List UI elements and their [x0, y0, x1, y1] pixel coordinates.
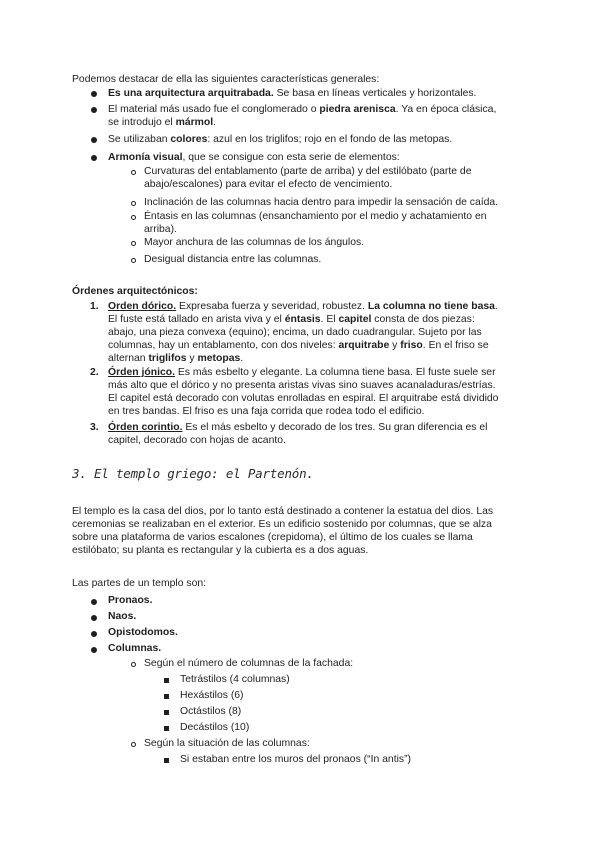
circle-bullet-icon	[131, 662, 136, 667]
corinthian-line-1: Órden corintio. Es el más esbelto y decorado de los tres. Su gran diferencia es el	[108, 422, 488, 433]
square-bullet-icon	[164, 726, 169, 731]
harmony-5: Desigual distancia entre las columnas.	[144, 254, 322, 265]
orders-heading: Órdenes arquitectónicos:	[72, 286, 198, 297]
doric-line-5: alternan triglifos y metopas.	[108, 353, 244, 364]
doric-line-2: El fuste está tallado en arista viva y el éntasis. El capitel consta de dos piezas:	[108, 314, 475, 325]
bullet-icon	[91, 137, 97, 143]
bullet-icon	[91, 615, 97, 621]
harmony-1-line2: abajo/escalones) para evitar el efecto de vencimiento.	[144, 179, 393, 190]
temple-paragraph-line-3: sobre una plataforma de varios escalones (crepidoma), el último de los cuales se llama	[72, 532, 473, 543]
part-item: Columnas.	[108, 643, 162, 654]
bullet-icon	[91, 599, 97, 605]
feature-2: El material más usado fue el conglomerado o piedra arenisca. Ya en época clásica,	[108, 104, 497, 115]
doric-line-3: abajo, una pieza convexa (equino); encima, un dado cuadrangular. Sujeto por las	[108, 327, 482, 338]
harmony-3: Éntasis en las columnas (ensanchamiento por el medio y achatamiento en	[144, 211, 487, 222]
ionic-line-1: Órden jónico. Es más esbelto y elegante. La columna tiene basa. El fuste suele ser	[108, 367, 496, 378]
column-position: Si estaban entre los muros del pronaos (“In antis”)	[180, 754, 412, 765]
harmony-1: Curvaturas del entablamento (parte de arriba) y del estilóbato (parte de	[144, 166, 472, 177]
columns-by-number: Según el número de columnas de la fachada:	[144, 658, 354, 669]
circle-bullet-icon	[131, 241, 136, 246]
circle-bullet-icon	[131, 170, 136, 175]
circle-bullet-icon	[131, 201, 136, 206]
square-bullet-icon	[164, 710, 169, 715]
column-type: Hexástilos (6)	[180, 690, 244, 701]
square-bullet-icon	[164, 694, 169, 699]
temple-paragraph-line-1: El templo es la casa del dios, por lo tanto está destinado a contener la estatua del dios. Las	[72, 506, 494, 517]
bullet-icon	[91, 155, 97, 161]
part-item: Opistodomos.	[108, 627, 178, 638]
column-type: Octástilos (8)	[180, 706, 242, 717]
feature-1: Es una arquitectura arquitrabada. Se basa en líneas verticales y horizontales.	[108, 88, 477, 99]
bullet-icon	[91, 631, 97, 637]
parts-intro: Las partes de un templo son:	[72, 578, 207, 589]
ionic-line-4: en tres bandas. El friso es una faja corrida que rodea todo el edificio.	[108, 406, 425, 417]
list-number: 1.	[90, 301, 99, 312]
bullet-icon	[91, 91, 97, 97]
harmony-2: Inclinación de las columnas hacia dentro para impedir la sensación de caída.	[144, 197, 499, 208]
bullet-icon	[91, 107, 97, 113]
harmony-3-line2: arriba).	[144, 224, 177, 235]
ionic-line-3: El capitel está decorado con volutas enrolladas en espiral. El arquitrabe está dividido	[108, 393, 499, 404]
list-number: 2.	[90, 367, 99, 378]
feature-4: Armonía visual, que se consigue con esta serie de elementos:	[108, 152, 400, 163]
temple-paragraph-line-2: ceremonias se realizaban en el exterior. Es un edificio sostenido por columnas, que se alza	[72, 519, 492, 530]
columns-by-position: Según la situación de las columnas:	[144, 738, 310, 749]
square-bullet-icon	[164, 758, 169, 763]
ionic-line-2: más alto que el dórico y no presenta aristas vivas sino suaves acanaladuras/estrías.	[108, 380, 496, 391]
column-type: Tetrástilos (4 columnas)	[180, 674, 290, 685]
corinthian-line-2: capitel, decorado con hojas de acanto.	[108, 435, 286, 446]
harmony-4: Mayor anchura de las columnas de los ángulos.	[144, 237, 365, 248]
feature-2-line2: se introdujo el mármol.	[108, 117, 217, 128]
circle-bullet-icon	[131, 215, 136, 220]
circle-bullet-icon	[131, 258, 136, 263]
doric-line-1: Orden dórico. Expresaba fuerza y severidad, robustez. La columna no tiene basa.	[108, 301, 498, 312]
square-bullet-icon	[164, 678, 169, 683]
doric-line-4: columnas, hay un entablamento, con dos niveles: arquitrabe y friso. En el friso se	[108, 340, 489, 351]
column-type: Decástilos (10)	[180, 722, 250, 733]
part-item: Pronaos.	[108, 595, 153, 606]
temple-paragraph-line-4: estilóbato; su planta es rectangular y la cubierta es a dos aguas.	[72, 545, 369, 556]
part-item: Naos.	[108, 611, 137, 622]
feature-3: Se utilizaban colores: azul en los triglifos; rojo en el fondo de las metopas.	[108, 134, 453, 145]
circle-bullet-icon	[131, 742, 136, 747]
section-title: 3. El templo griego: el Partenón.	[72, 466, 314, 481]
bullet-icon	[91, 647, 97, 653]
intro-text: Podemos destacar de ella las siguientes características generales:	[72, 74, 380, 85]
list-number: 3.	[90, 422, 99, 433]
